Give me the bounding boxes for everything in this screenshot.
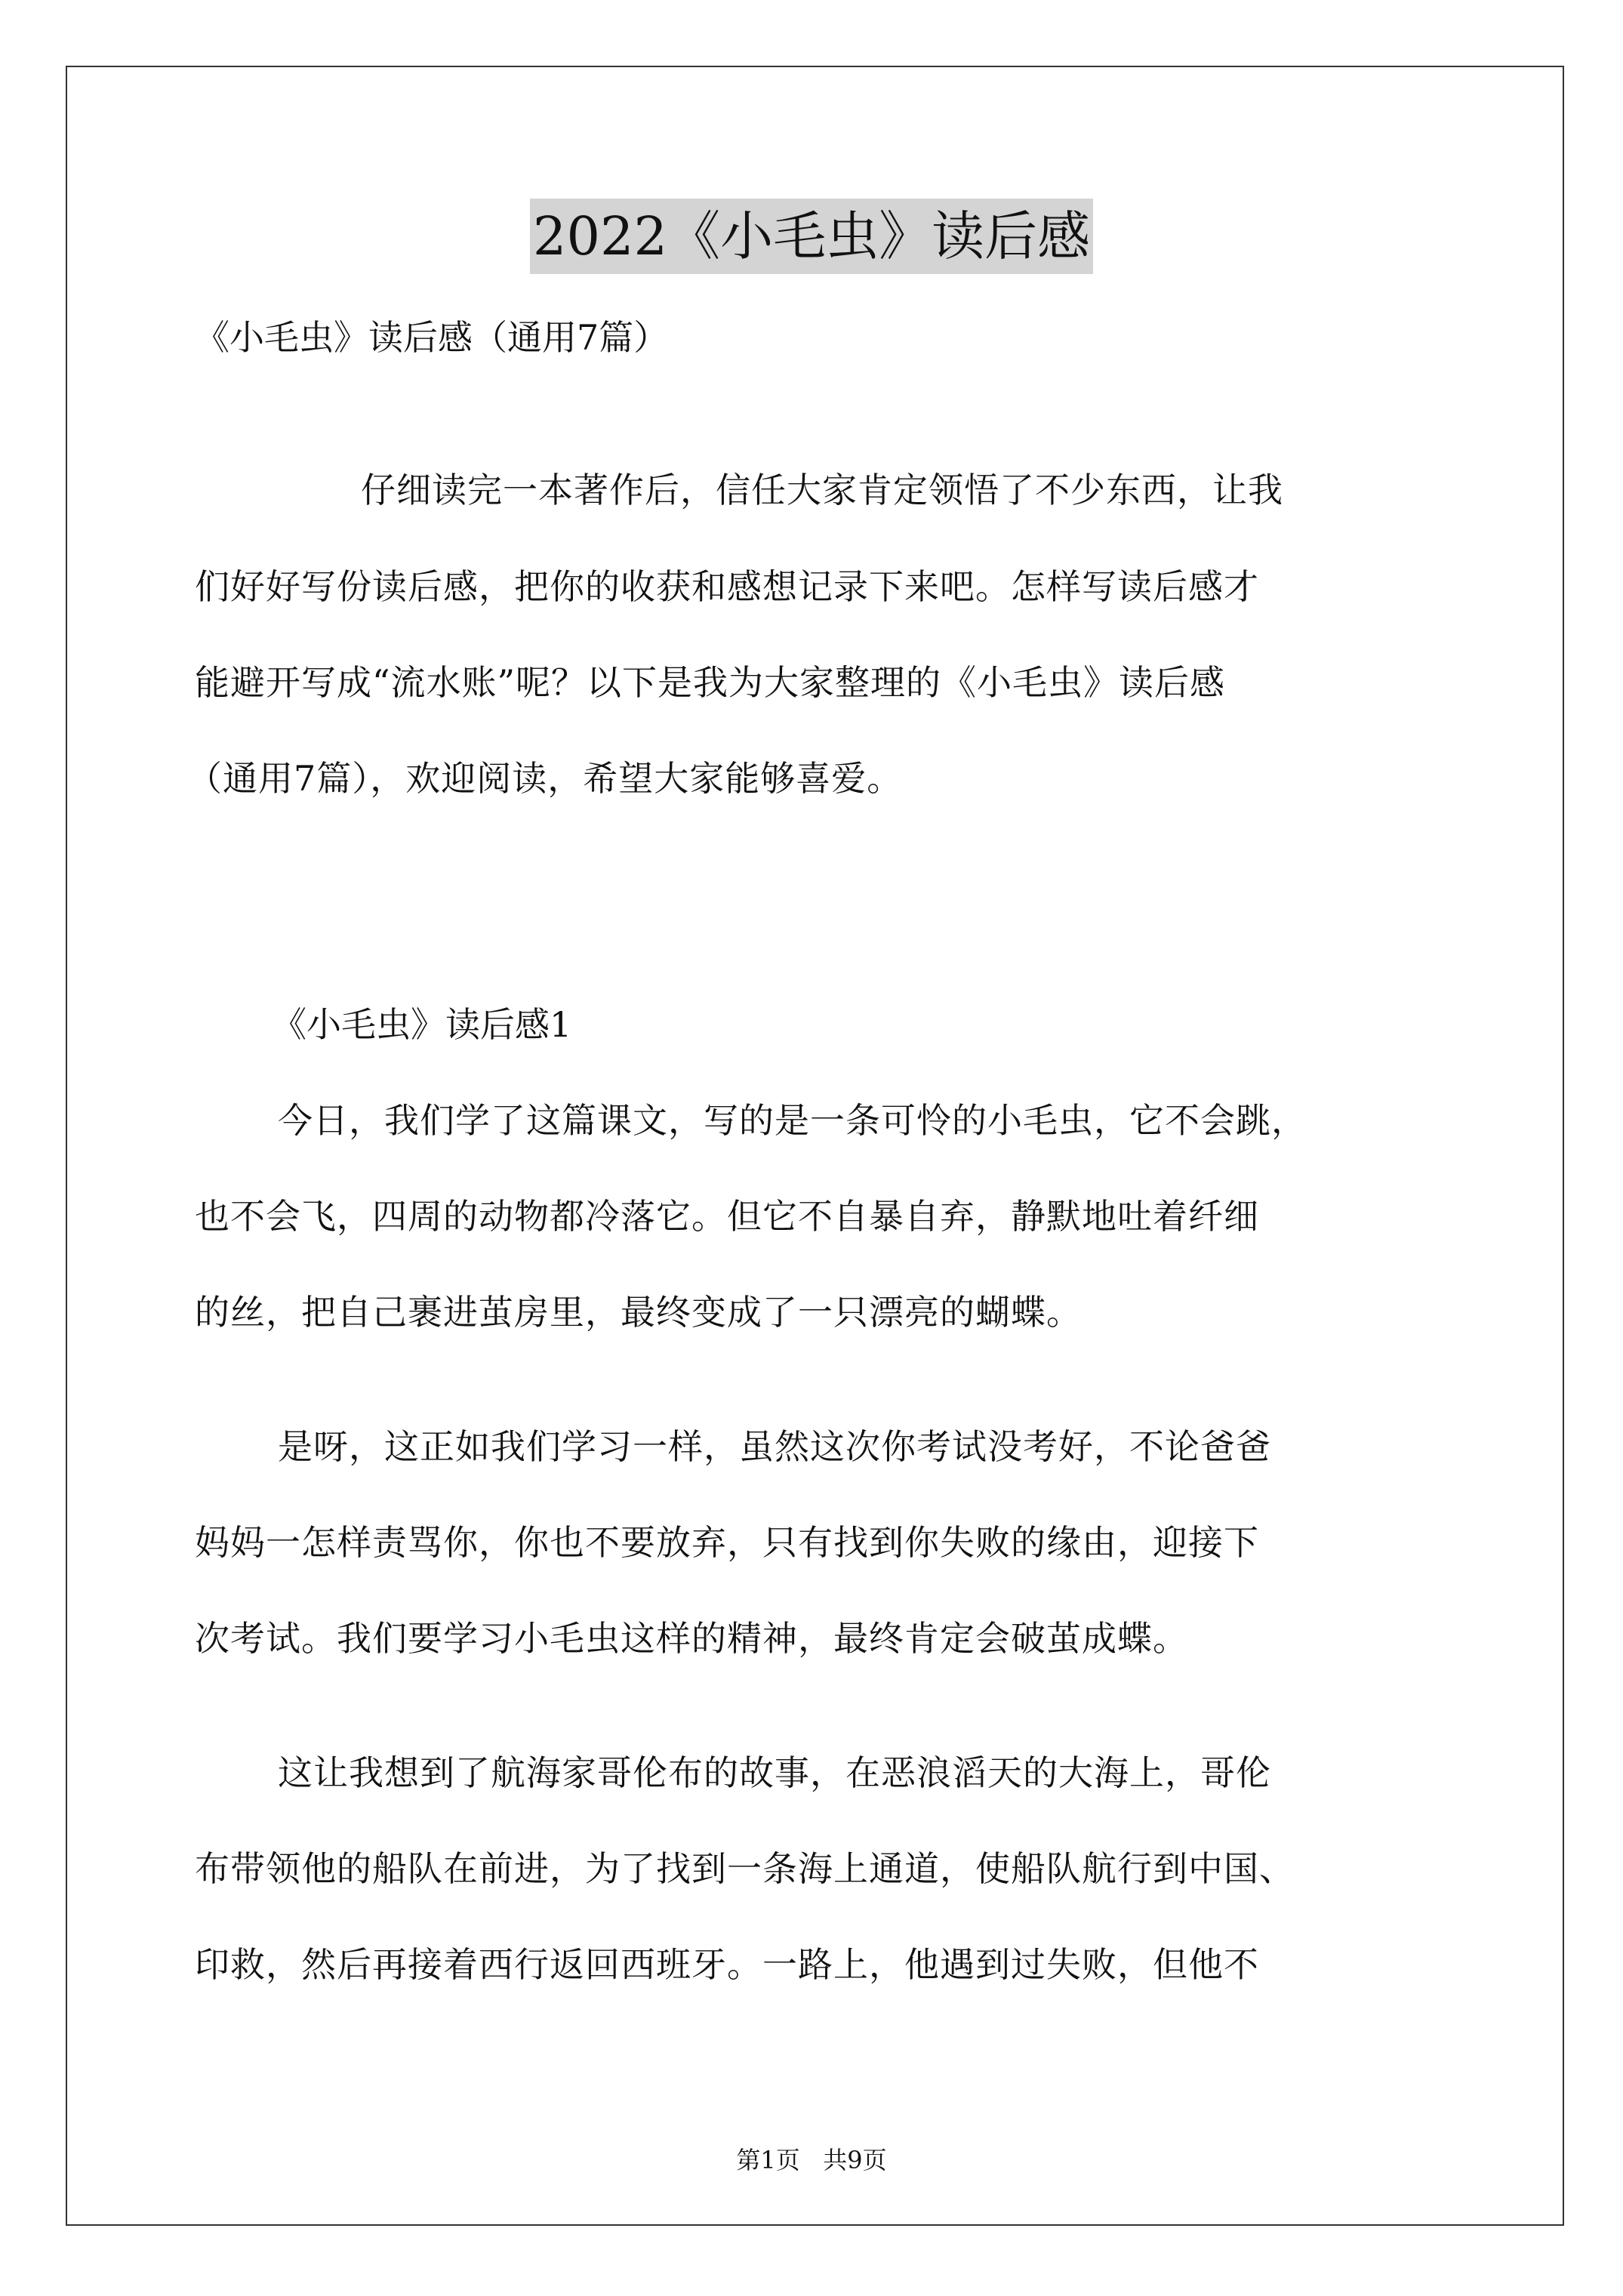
body-line-8: 布带领他的船队在前进，为了找到一条海上通道，使船队航行到中国、	[195, 1848, 1295, 1889]
intro-line-1: 仔细读完一本著作后，信任大家肯定领悟了不少东西，让我	[361, 470, 1283, 510]
body-line-4: 是呀，这正如我们学习一样，虽然这次你考试没考好，不论爸爸	[278, 1426, 1271, 1467]
body-line-9: 印救，然后再接着西行返回西班牙。一路上，他遇到过失败，但他不	[195, 1944, 1259, 1985]
intro-line-2: 们好好写份读后感，把你的收获和感想记录下来吧。怎样写读后感才	[195, 566, 1259, 607]
body-line-2: 也不会飞，四周的动物都冷落它。但它不自暴自弃，静默地吐着纤细	[195, 1196, 1259, 1237]
intro-line-3: 能避开写成“流水账”呢？以下是我为大家整理的《小毛虫》读后感	[195, 662, 1226, 703]
page-total: 共9页	[823, 2146, 887, 2174]
section-heading: 《小毛虫》读后感1	[272, 1004, 572, 1045]
body-line-5: 妈妈一怎样责骂你，你也不要放弃，只有找到你失败的缘由，迎接下	[195, 1522, 1259, 1563]
body-line-7: 这让我想到了航海家哥伦布的故事，在恶浪滔天的大海上，哥伦	[278, 1752, 1271, 1793]
intro-line-4: （通用7篇），欢迎阅读，希望大家能够喜爱。	[187, 758, 903, 799]
body-line-1: 今日，我们学了这篇课文，写的是一条可怜的小毛虫，它不会跳，	[278, 1100, 1307, 1141]
body-line-3: 的丝，把自己裹进茧房里，最终变成了一只漂亮的蝴蝶。	[195, 1292, 1082, 1333]
page-number: 第1页	[736, 2146, 800, 2174]
document-title: 2022《小毛虫》读后感	[530, 199, 1093, 274]
body-line-6: 次考试。我们要学习小毛虫这样的精神，最终肯定会破茧成蝶。	[195, 1618, 1188, 1659]
title-container	[0, 199, 1623, 274]
page-footer	[0, 2141, 1623, 2179]
document-subtitle: 《小毛虫》读后感（通用7篇）	[195, 317, 669, 358]
